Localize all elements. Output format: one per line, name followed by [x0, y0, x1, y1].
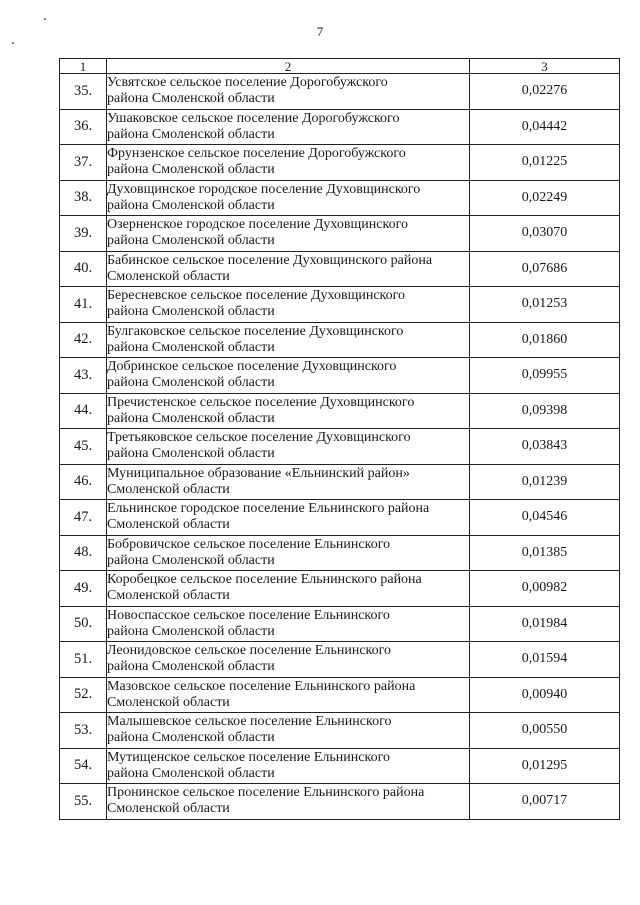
municipality-name-line: Духовщинское городское поселение Духовщинского: [107, 181, 421, 197]
coefficient-value: 0,01860: [470, 322, 620, 358]
municipality-name-line: района Смоленской области: [107, 446, 275, 462]
municipality-name-line: Ушаковское сельское поселение Дорогобужского: [107, 110, 400, 126]
row-number: 47.: [60, 500, 107, 536]
table-row: [60, 145, 620, 181]
coefficient-value: 0,01253: [470, 287, 620, 323]
row-number: 49.: [60, 571, 107, 607]
municipality-name-line: Усвятское сельское поселение Дорогобужского: [107, 75, 388, 91]
municipality-name-line: района Смоленской области: [107, 410, 275, 426]
municipality-name: [107, 180, 470, 216]
municipality-name-line: района Смоленской области: [107, 339, 275, 355]
page-number: 7: [316, 24, 324, 39]
municipality-name: [107, 784, 470, 820]
municipality-name: [107, 535, 470, 571]
allocation-table: [59, 58, 620, 820]
coefficient-value: 0,00982: [470, 571, 620, 607]
municipality-name-line: Булгаковское сельское поселение Духовщинского: [107, 323, 404, 339]
row-number: 43.: [60, 358, 107, 394]
table-row: [60, 358, 620, 394]
row-number: 42.: [60, 322, 107, 358]
municipality-name-line: района Смоленской области: [107, 233, 275, 249]
coefficient-value: 0,03070: [470, 216, 620, 252]
table-row: [60, 322, 620, 358]
municipality-name-line: Бабинское сельское поселение Духовщинского района: [107, 252, 433, 268]
municipality-name: [107, 500, 470, 536]
municipality-name-line: района Смоленской области: [107, 375, 275, 391]
coefficient-value: 0,04546: [470, 500, 620, 536]
coefficient-value: 0,09955: [470, 358, 620, 394]
municipality-name-line: района Смоленской области: [107, 197, 275, 213]
municipality-name-line: Мутищенское сельское поселение Ельнинского: [107, 749, 390, 765]
municipality-name-line: Смоленской области: [107, 268, 230, 284]
municipality-name-line: района Смоленской области: [107, 162, 275, 178]
coefficient-value: 0,03843: [470, 429, 620, 465]
table-row: [60, 535, 620, 571]
coefficient-value: 0,07686: [470, 251, 620, 287]
table-body: [60, 74, 620, 820]
row-number: 44.: [60, 393, 107, 429]
municipality-name: [107, 606, 470, 642]
municipality-name-line: Ельнинское городское поселение Ельнинского района: [107, 501, 430, 517]
table-row: [60, 429, 620, 465]
table-row: [60, 180, 620, 216]
municipality-name: [107, 358, 470, 394]
coefficient-value: 0,01295: [470, 748, 620, 784]
municipality-name-line: Смоленской области: [107, 481, 230, 497]
table-row: [60, 109, 620, 145]
municipality-name-line: Пронинское сельское поселение Ельнинского района: [107, 785, 425, 801]
coefficient-value: 0,04442: [470, 109, 620, 145]
municipality-name-line: района Смоленской области: [107, 730, 275, 746]
municipality-name-line: Добринское сельское поселение Духовщинского: [107, 359, 397, 375]
row-number: 46.: [60, 464, 107, 500]
row-number: 48.: [60, 535, 107, 571]
scan-speck: [44, 18, 46, 20]
municipality-name-line: Мазовское сельское поселение Ельнинского района: [107, 678, 416, 694]
municipality-name: [107, 429, 470, 465]
coefficient-value: 0,01984: [470, 606, 620, 642]
municipality-name: [107, 393, 470, 429]
row-number: 50.: [60, 606, 107, 642]
municipality-name-line: Коробецкое сельское поселение Ельнинского района: [107, 572, 422, 588]
table-row: [60, 677, 620, 713]
row-number: 38.: [60, 180, 107, 216]
row-number: 40.: [60, 251, 107, 287]
row-number: 53.: [60, 713, 107, 749]
municipality-name: [107, 713, 470, 749]
table-row: [60, 287, 620, 323]
row-number: 45.: [60, 429, 107, 465]
municipality-name-line: Малышевское сельское поселение Ельнинского: [107, 714, 392, 730]
row-number: 39.: [60, 216, 107, 252]
municipality-name-line: Муниципальное образование «Ельнинский район»: [107, 465, 410, 481]
row-number: 55.: [60, 784, 107, 820]
municipality-name: [107, 677, 470, 713]
municipality-name-line: Фрунзенское сельское поселение Дорогобужского: [107, 146, 406, 162]
municipality-name: [107, 109, 470, 145]
table-row: [60, 642, 620, 678]
municipality-name-line: района Смоленской области: [107, 552, 275, 568]
row-number: 36.: [60, 109, 107, 145]
municipality-name-line: Бобровичское сельское поселение Ельнинского: [107, 536, 391, 552]
table-row: [60, 251, 620, 287]
municipality-name-line: Бересневское сельское поселение Духовщинского: [107, 288, 406, 304]
municipality-name-line: Смоленской области: [107, 588, 230, 604]
table-row: [60, 571, 620, 607]
municipality-name-line: района Смоленской области: [107, 623, 275, 639]
municipality-name: [107, 74, 470, 110]
table-row: [60, 500, 620, 536]
row-number: 51.: [60, 642, 107, 678]
table-row: [60, 606, 620, 642]
coefficient-value: 0,01385: [470, 535, 620, 571]
coefficient-value: 0,00940: [470, 677, 620, 713]
municipality-name-line: района Смоленской области: [107, 91, 275, 107]
column-header-name: 2: [107, 59, 470, 74]
municipality-name-line: района Смоленской области: [107, 304, 275, 320]
row-number: 41.: [60, 287, 107, 323]
coefficient-value: 0,02276: [470, 74, 620, 110]
municipality-name-line: района Смоленской области: [107, 659, 275, 675]
coefficient-value: 0,01225: [470, 145, 620, 181]
row-number: 37.: [60, 145, 107, 181]
coefficient-value: 0,00550: [470, 713, 620, 749]
municipality-name: [107, 322, 470, 358]
coefficient-value: 0,09398: [470, 393, 620, 429]
municipality-name: [107, 642, 470, 678]
table-row: [60, 464, 620, 500]
coefficient-value: 0,01594: [470, 642, 620, 678]
municipality-name: [107, 464, 470, 500]
municipality-name-line: Озерненское городское поселение Духовщинского: [107, 217, 408, 233]
coefficient-value: 0,02249: [470, 180, 620, 216]
municipality-name-line: Новоспасское сельское поселение Ельнинского: [107, 607, 390, 623]
municipality-name-line: Смоленской области: [107, 801, 230, 817]
row-number: 52.: [60, 677, 107, 713]
table-header-row: [60, 59, 620, 74]
table-row: [60, 393, 620, 429]
municipality-name-line: района Смоленской области: [107, 765, 275, 781]
municipality-name-line: Пречистенское сельское поселение Духовщинского: [107, 394, 415, 410]
municipality-name: [107, 748, 470, 784]
table-row: [60, 216, 620, 252]
municipality-name: [107, 287, 470, 323]
municipality-name-line: Смоленской области: [107, 517, 230, 533]
municipality-name: [107, 145, 470, 181]
municipality-name: [107, 251, 470, 287]
municipality-name-line: Третьяковское сельское поселение Духовщинского: [107, 430, 411, 446]
table-row: [60, 784, 620, 820]
municipality-name-line: Леонидовское сельское поселение Ельнинского: [107, 643, 392, 659]
column-header-value: 3: [470, 59, 620, 74]
table-row: [60, 713, 620, 749]
scan-speck: [12, 42, 14, 44]
coefficient-value: 0,00717: [470, 784, 620, 820]
municipality-name: [107, 571, 470, 607]
municipality-name-line: Смоленской области: [107, 694, 230, 710]
municipality-name: [107, 216, 470, 252]
municipality-name-line: района Смоленской области: [107, 126, 275, 142]
column-header-number: 1: [60, 59, 107, 74]
row-number: 54.: [60, 748, 107, 784]
table-row: [60, 74, 620, 110]
table-row: [60, 748, 620, 784]
row-number: 35.: [60, 74, 107, 110]
coefficient-value: 0,01239: [470, 464, 620, 500]
